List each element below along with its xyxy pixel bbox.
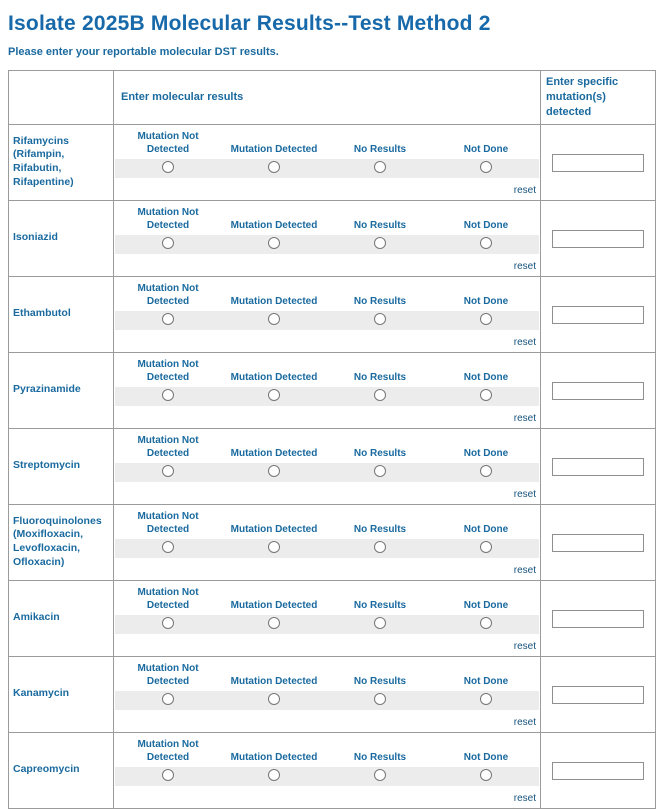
option-label-mutation-not-detected: Mutation Not Detected [137, 206, 199, 231]
options-cell [114, 732, 541, 808]
reset-link[interactable]: reset [513, 792, 536, 804]
mutation-input[interactable] [552, 154, 644, 172]
mutation-cell [541, 732, 656, 808]
radio-not-done[interactable] [480, 237, 492, 249]
drug-name: Rifamycins (Rifampin, Rifabutin, Rifapentine) [13, 134, 74, 188]
reset-link[interactable]: reset [513, 336, 536, 348]
option-labels-row [115, 585, 539, 612]
radio-mutation-not-detected[interactable] [162, 237, 174, 249]
option-label-no-results: No Results [353, 523, 407, 535]
drug-name: Capreomycin [13, 763, 80, 776]
radio-no-results[interactable] [374, 389, 386, 401]
radio-mutation-detected[interactable] [268, 237, 280, 249]
header-specific-mutations: Enter specific mutation(s) detected [541, 71, 656, 125]
options-cell [114, 124, 541, 200]
radio-mutation-detected[interactable] [268, 693, 280, 705]
option-label-not-done: Not Done [463, 523, 509, 535]
option-label-no-results: No Results [353, 143, 407, 155]
radio-mutation-not-detected[interactable] [162, 769, 174, 781]
option-label-not-done: Not Done [463, 751, 509, 763]
drug-name-cell [9, 200, 114, 276]
option-labels-row [115, 661, 539, 688]
option-label-mutation-not-detected: Mutation Not Detected [137, 130, 199, 155]
radio-no-results[interactable] [374, 617, 386, 629]
mutation-cell [541, 276, 656, 352]
mutation-input[interactable] [552, 458, 644, 476]
radio-no-results[interactable] [374, 237, 386, 249]
option-label-mutation-not-detected: Mutation Not Detected [137, 510, 199, 535]
option-labels-row [115, 205, 539, 232]
mutation-input[interactable] [552, 230, 644, 248]
radio-mutation-not-detected[interactable] [162, 693, 174, 705]
option-label-not-done: Not Done [463, 675, 509, 687]
option-label-no-results: No Results [353, 295, 407, 307]
option-label-mutation-not-detected: Mutation Not Detected [137, 434, 199, 459]
mutation-cell [541, 580, 656, 656]
header-drug-cell [9, 71, 114, 125]
option-label-mutation-detected: Mutation Detected [230, 447, 318, 459]
option-label-not-done: Not Done [463, 447, 509, 459]
drug-name: Fluoroquinolones (Moxifloxacin, Levofloxacin, Ofloxacin) [13, 514, 102, 568]
table-row [9, 732, 656, 808]
radio-no-results[interactable] [374, 769, 386, 781]
option-label-no-results: No Results [353, 675, 407, 687]
drug-name: Streptomycin [13, 459, 81, 472]
table-row [9, 276, 656, 352]
reset-link[interactable]: reset [513, 184, 536, 196]
mutation-input[interactable] [552, 610, 644, 628]
radio-mutation-detected[interactable] [268, 389, 280, 401]
options-cell [114, 580, 541, 656]
radio-strip [115, 159, 539, 178]
option-labels-row [115, 737, 539, 764]
mutation-cell [541, 124, 656, 200]
option-label-mutation-detected: Mutation Detected [230, 751, 318, 763]
radio-mutation-not-detected[interactable] [162, 465, 174, 477]
options-cell [114, 504, 541, 580]
option-label-mutation-not-detected: Mutation Not Detected [137, 662, 199, 687]
table-row [9, 428, 656, 504]
drug-name: Pyrazinamide [13, 383, 81, 396]
radio-no-results[interactable] [374, 161, 386, 173]
results-table-body [9, 71, 656, 809]
options-cell [114, 200, 541, 276]
radio-no-results[interactable] [374, 693, 386, 705]
option-labels-row [115, 357, 539, 384]
option-label-mutation-detected: Mutation Detected [230, 371, 318, 383]
drug-name: Isoniazid [13, 231, 58, 244]
radio-strip [115, 767, 539, 786]
radio-mutation-detected[interactable] [268, 769, 280, 781]
page-subtitle: Please enter your reportable molecular DST results. [8, 46, 279, 58]
option-label-mutation-detected: Mutation Detected [230, 523, 318, 535]
option-labels-row [115, 433, 539, 460]
radio-not-done[interactable] [480, 465, 492, 477]
option-label-not-done: Not Done [463, 295, 509, 307]
radio-not-done[interactable] [480, 541, 492, 553]
radio-strip [115, 691, 539, 710]
radio-mutation-detected[interactable] [268, 161, 280, 173]
radio-mutation-detected[interactable] [268, 313, 280, 325]
table-row [9, 124, 656, 200]
option-label-mutation-detected: Mutation Detected [230, 599, 318, 611]
radio-mutation-detected[interactable] [268, 541, 280, 553]
radio-strip [115, 539, 539, 558]
reset-link[interactable]: reset [513, 488, 536, 500]
option-label-mutation-not-detected: Mutation Not Detected [137, 738, 199, 763]
radio-mutation-detected[interactable] [268, 617, 280, 629]
radio-no-results[interactable] [374, 541, 386, 553]
radio-mutation-not-detected[interactable] [162, 313, 174, 325]
table-row [9, 504, 656, 580]
radio-strip [115, 311, 539, 330]
radio-not-done[interactable] [480, 693, 492, 705]
options-cell [114, 428, 541, 504]
radio-not-done[interactable] [480, 313, 492, 325]
reset-link[interactable]: reset [513, 716, 536, 728]
option-label-mutation-detected: Mutation Detected [230, 219, 318, 231]
reset-link[interactable]: reset [513, 412, 536, 424]
option-label-not-done: Not Done [463, 143, 509, 155]
option-label-mutation-not-detected: Mutation Not Detected [137, 586, 199, 611]
options-cell [114, 352, 541, 428]
drug-name-cell [9, 504, 114, 580]
table-row [9, 580, 656, 656]
mutation-input[interactable] [552, 762, 644, 780]
reset-link[interactable]: reset [513, 564, 536, 576]
drug-name: Ethambutol [13, 307, 71, 320]
radio-strip [115, 615, 539, 634]
radio-not-done[interactable] [480, 389, 492, 401]
option-label-mutation-not-detected: Mutation Not Detected [137, 282, 199, 307]
option-label-mutation-detected: Mutation Detected [230, 295, 318, 307]
page-title: Isolate 2025B Molecular Results--Test Method 2 [8, 12, 491, 35]
option-labels-row [115, 129, 539, 156]
mutation-input[interactable] [552, 306, 644, 324]
options-cell [114, 276, 541, 352]
header-molecular-results: Enter molecular results [114, 71, 541, 125]
option-label-mutation-detected: Mutation Detected [230, 143, 318, 155]
radio-no-results[interactable] [374, 313, 386, 325]
table-row [9, 352, 656, 428]
radio-no-results[interactable] [374, 465, 386, 477]
table-row [9, 200, 656, 276]
mutation-input[interactable] [552, 382, 644, 400]
mutation-cell [541, 200, 656, 276]
option-label-mutation-detected: Mutation Detected [230, 675, 318, 687]
radio-not-done[interactable] [480, 161, 492, 173]
mutation-input[interactable] [552, 686, 644, 704]
drug-name-cell [9, 732, 114, 808]
radio-strip [115, 463, 539, 482]
radio-not-done[interactable] [480, 617, 492, 629]
drug-name-cell [9, 124, 114, 200]
option-labels-row [115, 281, 539, 308]
option-label-not-done: Not Done [463, 599, 509, 611]
option-label-no-results: No Results [353, 447, 407, 459]
radio-mutation-not-detected[interactable] [162, 617, 174, 629]
option-label-no-results: No Results [353, 371, 407, 383]
drug-name: Amikacin [13, 611, 60, 624]
radio-mutation-not-detected[interactable] [162, 389, 174, 401]
radio-strip [115, 235, 539, 254]
mutation-cell [541, 352, 656, 428]
option-label-not-done: Not Done [463, 219, 509, 231]
reset-link[interactable]: reset [513, 640, 536, 652]
radio-mutation-detected[interactable] [268, 465, 280, 477]
radio-not-done[interactable] [480, 769, 492, 781]
drug-name-cell [9, 428, 114, 504]
radio-strip [115, 387, 539, 406]
option-labels-row [115, 509, 539, 536]
drug-name-cell [9, 276, 114, 352]
radio-mutation-not-detected[interactable] [162, 541, 174, 553]
option-label-no-results: No Results [353, 219, 407, 231]
mutation-cell [541, 428, 656, 504]
drug-name-cell [9, 352, 114, 428]
option-label-mutation-not-detected: Mutation Not Detected [137, 358, 199, 383]
molecular-results-table [8, 70, 656, 809]
drug-name-cell [9, 580, 114, 656]
radio-mutation-not-detected[interactable] [162, 161, 174, 173]
option-label-not-done: Not Done [463, 371, 509, 383]
table-header-row [9, 71, 656, 125]
mutation-cell [541, 504, 656, 580]
drug-name: Kanamycin [13, 687, 70, 700]
reset-link[interactable]: reset [513, 260, 536, 272]
mutation-input[interactable] [552, 534, 644, 552]
option-label-no-results: No Results [353, 599, 407, 611]
option-label-no-results: No Results [353, 751, 407, 763]
